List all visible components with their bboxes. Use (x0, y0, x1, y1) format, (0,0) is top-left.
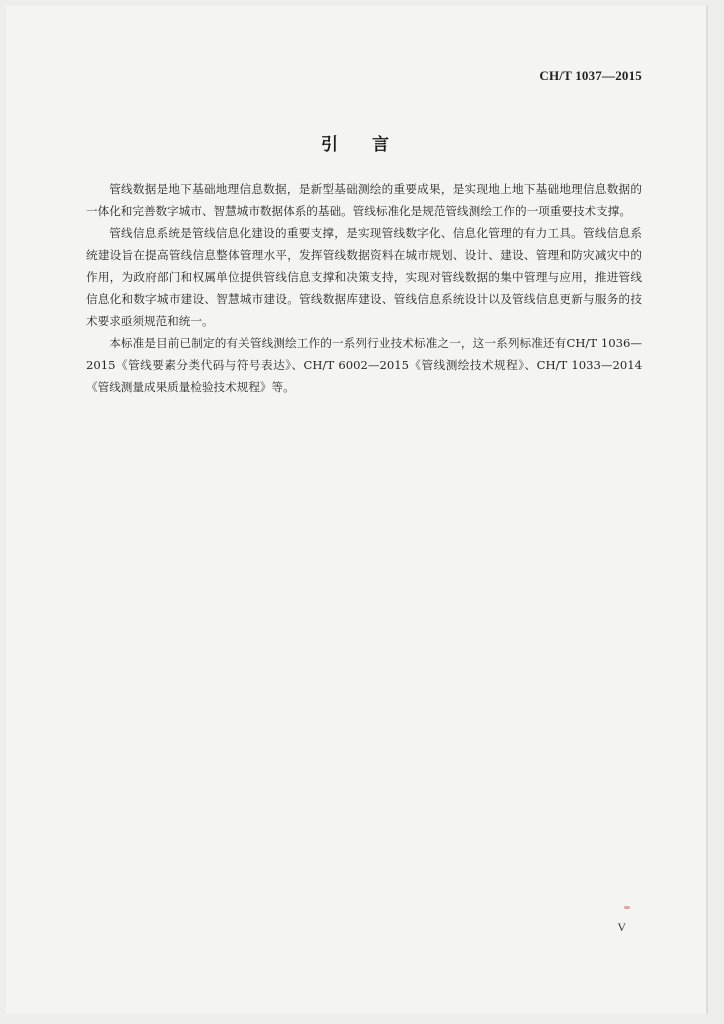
show-through-text (96, 400, 676, 419)
page-title: 引 言 (321, 135, 403, 155)
red-mark (624, 906, 630, 909)
paragraph: 本标准是目前已制定的有关管线测绘工作的一系列行业技术标准之一，这一系列标准还有CH/T 1036—2015《管线要素分类代码与符号表达》、CH/T 6002—2015《管线测绘技术规程》、CH/T 1033—2014《管线测量成果质量检验技术规程》等。 (86, 336, 642, 394)
paragraph: 管线信息系统是管线信息化建设的重要支撑，是实现管线数字化、信息化管理的有力工具。管线信息系统建设旨在提高管线信息整体管理水平，发挥管线数据资料在城市规划、设计、建设、管理和防灾减灾中的作用，为政府部门和权属单位提供管线信息支撑和决策支持，实现对管线数据的集中管理与应用，推进管线信息化和数字城市建设、智慧城市建设。管线数据库建设、管线信息系统设计以及管线信息更新与服务的技术要求亟须规范和统一。 (86, 226, 642, 328)
document-page (6, 6, 706, 1014)
page-number: V (617, 920, 626, 934)
paragraph: 管线数据是地下基础地理信息数据，是新型基础测绘的重要成果，是实现地上地下基础地理信息数据的一体化和完善数字城市、智慧城市数据体系的基础。管线标准化是规范管线测绘工作的一项重要技术支撑。 (86, 182, 642, 218)
body-text (86, 178, 642, 398)
standard-code: CH/T 1037—2015 (539, 68, 642, 83)
